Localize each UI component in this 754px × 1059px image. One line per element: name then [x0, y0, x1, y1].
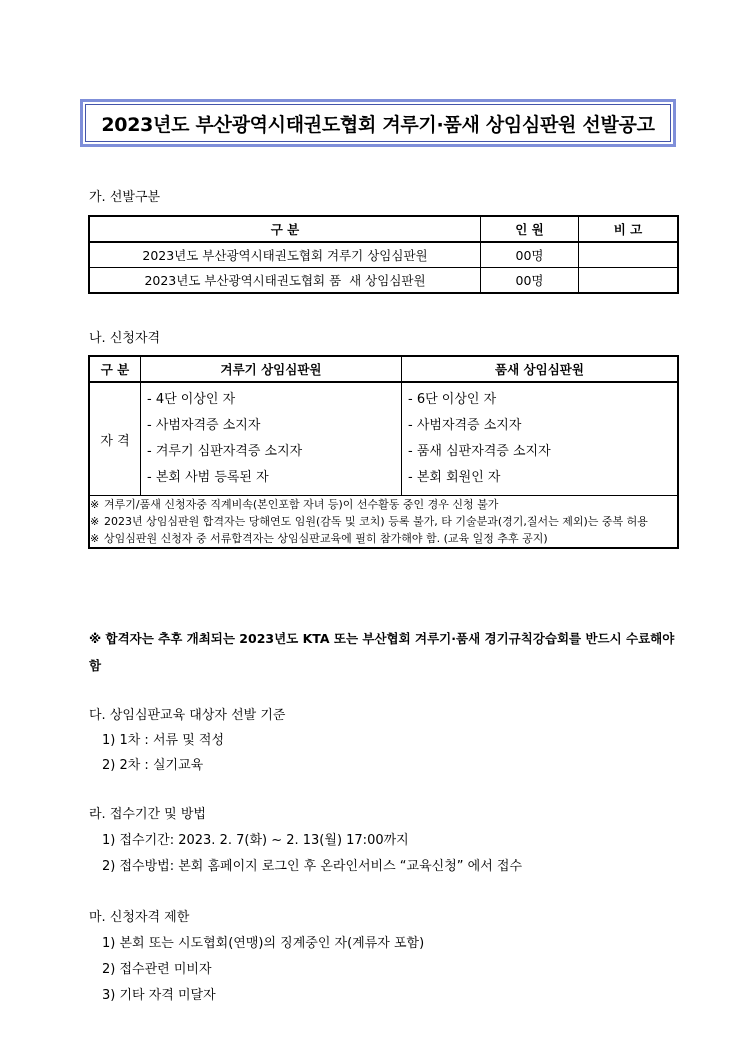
list-item: - 본회 회원인 자 — [408, 470, 501, 485]
row-note — [579, 242, 679, 268]
note-text: 상임심판원 신청자 중 서류합격자는 상임심판교육에 필히 참가해야 함. (교육 일정 추후 공지) — [104, 532, 548, 545]
list-item: - 사범자격증 소지자 — [408, 418, 522, 433]
row-category: 2023년도 부산광역시태권도협회 겨루기 상임심판원 — [89, 242, 481, 268]
header-category: 구 분 — [89, 216, 481, 242]
notes-row — [89, 496, 678, 549]
row-label: 자 격 — [89, 382, 141, 496]
list-item: 1) 본회 또는 시도협회(연맹)의 징계중인 자(계류자 포함) — [102, 936, 425, 951]
list-item: - 6단 이상인 자 — [408, 392, 497, 407]
note-item — [90, 496, 677, 513]
qualification-table — [88, 355, 679, 549]
note-text: 2023년 상임심판원 합격자는 당해연도 임원(감독 및 코치) 등록 불가, 타 기술분과(경기,질서는 제외)는 중복 허용 — [104, 515, 648, 528]
list-item: 1) 1차 : 서류 및 적성 — [102, 733, 225, 748]
section-d-heading: 라. 접수기간 및 방법 — [89, 807, 206, 822]
list-item: 2) 접수방법: 본회 홈페이지 로그인 후 온라인서비스 “교육신청” 에서 접수 — [102, 859, 523, 874]
selection-table — [88, 215, 679, 294]
row-note — [579, 268, 679, 294]
header-kyorugi: 겨루기 상임심판원 — [141, 356, 402, 382]
list-item: 2) 접수관련 미비자 — [102, 962, 212, 977]
section-e-heading: 마. 신청자격 제한 — [89, 910, 190, 925]
header-count: 인 원 — [481, 216, 579, 242]
table-row — [89, 382, 678, 496]
header-poomsae: 품새 상임심판원 — [402, 356, 679, 382]
row-category: 2023년도 부산광역시태권도협회 품 새 상임심판원 — [89, 268, 481, 294]
note-text: 겨루기/품새 신청자중 직계비속(본인포함 자녀 등)이 선수활동 중인 경우 신청 불가 — [104, 498, 499, 511]
list-item: - 품새 심판자격증 소지자 — [408, 444, 551, 459]
section-c-heading: 다. 상임심판교육 대상자 선발 기준 — [89, 708, 286, 723]
reference-mark-icon: ※ — [90, 515, 100, 528]
header-division: 구 분 — [89, 356, 141, 382]
list-item: - 4단 이상인 자 — [147, 392, 236, 407]
list-item: - 본회 사범 등록된 자 — [147, 470, 269, 485]
reference-mark-icon: ※ — [90, 498, 100, 511]
table-header-row — [89, 216, 678, 242]
list-item: 1) 접수기간: 2023. 2. 7(화) ~ 2. 13(월) 17:00까지 — [102, 833, 409, 848]
section-b-heading: 나. 신청자격 — [89, 331, 161, 346]
table-header-row — [89, 356, 678, 382]
document-title: 2023년도 부산광역시태권도협회 겨루기·품새 상임심판원 선발공고 — [80, 99, 676, 147]
note-item — [90, 513, 677, 530]
reference-mark-icon: ※ — [90, 532, 100, 545]
table-row — [89, 242, 678, 268]
note-item — [90, 530, 677, 547]
section-a-heading: 가. 선발구분 — [89, 190, 161, 205]
list-item: - 사범자격증 소지자 — [147, 418, 261, 433]
notes-cell — [89, 496, 678, 549]
list-item: - 겨루기 심판자격증 소지자 — [147, 444, 303, 459]
mandatory-course-note: ※ 합격자는 추후 개최되는 2023년도 KTA 또는 부산협회 겨루기·품새 경기규칙강습회를 반드시 수료해야 함 — [89, 631, 675, 673]
row-count: 00명 — [481, 242, 579, 268]
row-count: 00명 — [481, 268, 579, 294]
poomsae-qualifications — [402, 382, 679, 496]
list-item: 2) 2차 : 실기교육 — [102, 758, 204, 773]
list-item: 3) 기타 자격 미달자 — [102, 988, 216, 1003]
header-note: 비 고 — [579, 216, 679, 242]
kyorugi-qualifications — [141, 382, 402, 496]
table-row — [89, 268, 678, 294]
